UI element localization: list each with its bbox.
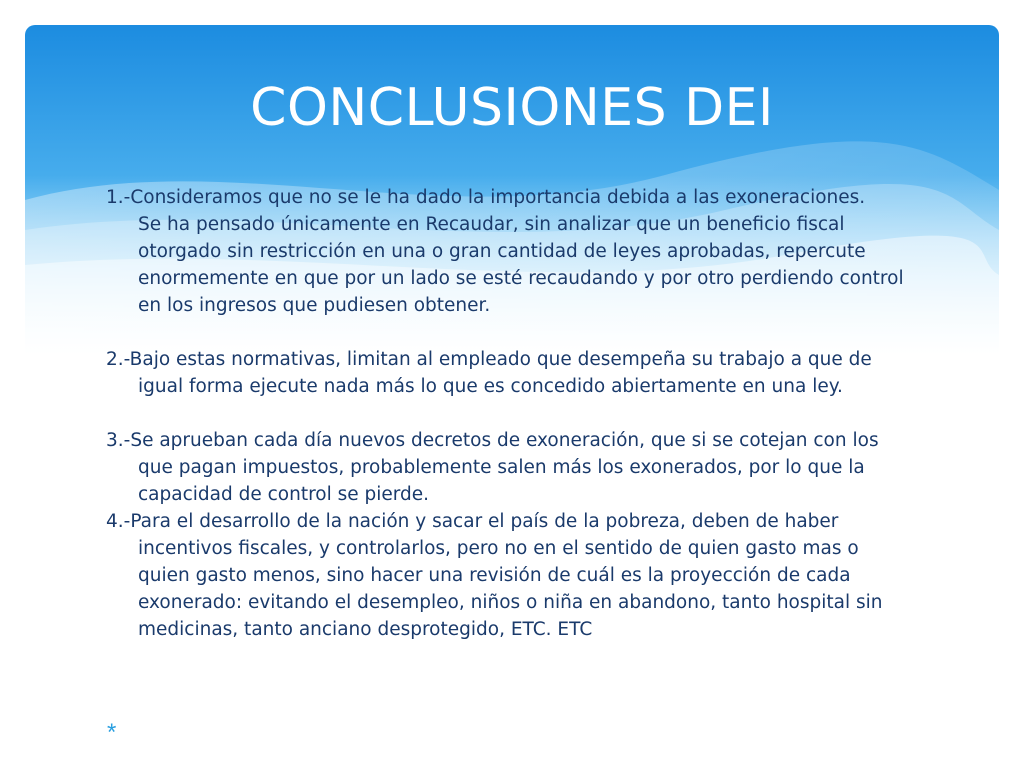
paragraph-4: 4.-Para el desarrollo de la nación y sacar el país de la pobreza, deben de haber incentivos fiscales, y controlarlos, pero no en el sentido de quien gasto mas o quien gasto menos, sino hacer una revisión de cuál es la proyección de cada exonerado: evitando el desempleo, niños o niña en abandono, tanto hospital sin medicinas, tanto anciano desprotegido, ETC. ETC <box>106 511 883 640</box>
slide-body <box>106 184 906 643</box>
paragraph-3: 3.-Se aprueban cada día nuevos decretos de exoneración, que si se cotejan con los que pagan impuestos, probablemente salen más los exonerados, por lo que la capacidad de control se pierde. <box>106 430 879 505</box>
paragraph-2: 2.-Bajo estas normativas, limitan al empleado que desempeña su trabajo a que de igual forma ejecute nada más lo que es concedido abiertamente en una ley. <box>106 349 872 397</box>
paragraph-1-detail: Se ha pensado únicamente en Recaudar, sin analizar que un beneficio fiscal otorgado sin restricción en una o gran cantidad de leyes aprobadas, repercute enormemente en que por un lado se esté recaudando y por otro perdiendo control en los ingresos que pudiesen obtener. <box>138 214 904 316</box>
paragraph-1: 1.-Consideramos que no se le ha dado la importancia debida a las exoneraciones. <box>106 187 866 208</box>
bullet-marker: * <box>107 719 117 746</box>
slide-title: CONCLUSIONES DEI <box>250 78 774 138</box>
